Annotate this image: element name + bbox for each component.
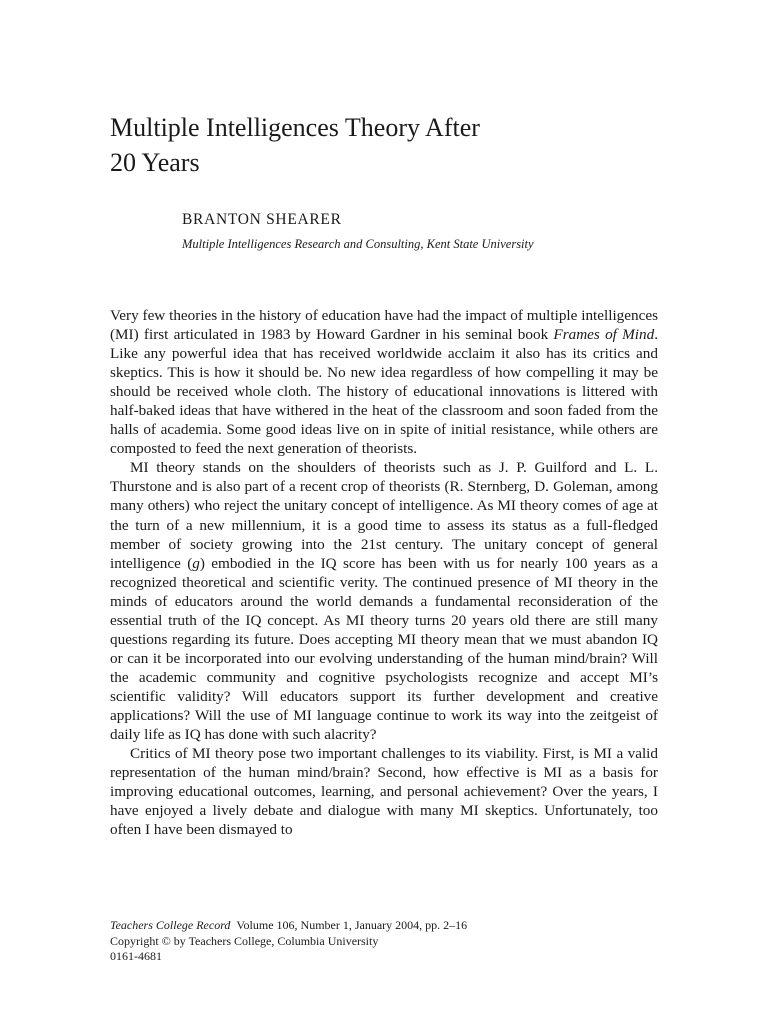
article-page: [110, 0, 658, 1024]
paragraph-2-text-b: ) embodied in the IQ score has been with us for nearly 100 years as a recognized theoretical and scientific verity. The continued presence of MI theory in the minds of educators around the world demands a fundamental reconsideration of the essential truth of the IQ concept. As MI theory turns 20 years old there are still many questions regarding its future. Does accepting MI theory mean that we must abandon IQ or can it be incorporated into our evolving understanding of the human mind/brain? Will the academic community and cognitive psychologists recognize and accept MI’s scientific validity? Will educators support its further development and creative applications? Will the use of MI language continue to work its way into the zeitgeist of daily life as IQ has done with such alacrity?: [110, 554, 658, 744]
journal-citation: Volume 106, Number 1, January 2004, pp. 2–16: [236, 918, 468, 932]
general-intelligence-symbol: g: [192, 554, 200, 572]
paragraph-1: [110, 306, 658, 458]
article-title: [110, 110, 658, 180]
author-affiliation: Multiple Intelligences Research and Consulting, Kent State University: [182, 237, 534, 251]
author-name: BRANTON SHEARER: [182, 211, 342, 228]
title-line-2: 20 Years: [110, 148, 200, 177]
book-title: Frames of Mind: [553, 326, 655, 344]
journal-name: Teachers College Record: [110, 918, 231, 932]
paragraph-3: Critics of MI theory pose two important challenges to its viability. First, is MI a valid representation of the human mind/brain? Second, how effective is MI as a basis for improving educational outcomes, learning, and personal achievement? Over the years, I have enjoyed a lively debate and dialogue with many MI skeptics. Unfortunately, too often I have been dismayed to: [110, 745, 658, 839]
paragraph-1-text-b: . Like any powerful idea that has received worldwide acclaim it also has its critics and skeptics. This is how it should be. No new idea regardless of how compelling it may be should be received whole cloth. The history of educational innovations is littered with half-baked ideas that have withered in the heat of the classroom and soon faded from the halls of academia. Some good ideas live on in spite of initial resistance, while others are composted to feed the next generation of theorists.: [110, 326, 658, 458]
article-body: [110, 306, 658, 839]
issn-line: 0161-4681: [110, 949, 162, 963]
title-line-1: Multiple Intelligences Theory After: [110, 113, 480, 142]
paragraph-2: [110, 458, 658, 744]
paragraph-1-text-a: Very few theories in the history of education have had the impact of multiple intelligences (MI) first articulated in 1983 by Howard Gardner in his seminal book: [110, 307, 658, 344]
paragraph-2-text-a: MI theory stands on the shoulders of theorists such as J. P. Guilford and L. L. Thurstone and is also part of a recent crop of theorists (R. Sternberg, D. Goleman, among many others) who reject the unitary concept of intelligence. As MI theory comes of age at the turn of a new millennium, it is a good time to assess its status as a full-fledged member of society growing into the 21st century. The unitary concept of general intelligence (: [110, 459, 658, 572]
copyright-line: Copyright © by Teachers College, Columbia University: [110, 933, 379, 948]
citation-footer: [110, 918, 467, 965]
citation-line: [110, 918, 467, 934]
